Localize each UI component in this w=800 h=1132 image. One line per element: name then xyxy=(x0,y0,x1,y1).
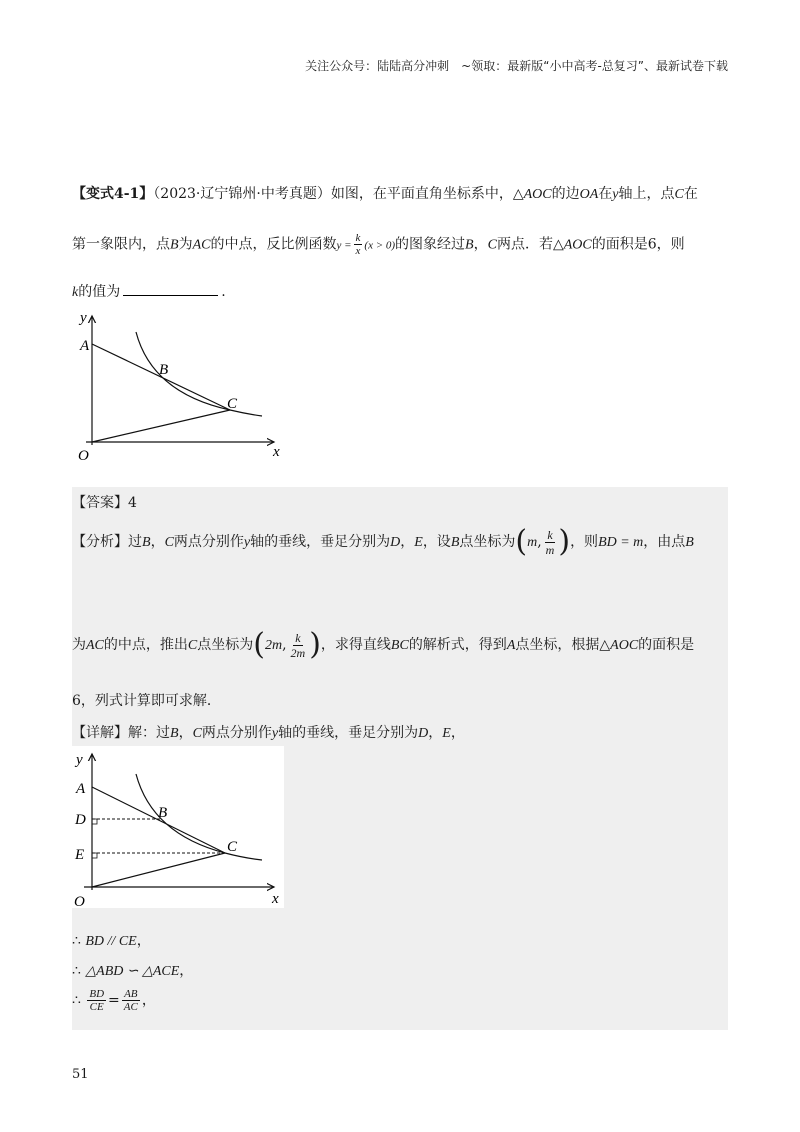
label-x: x xyxy=(272,891,279,907)
step-1: ∴ BD // CE， xyxy=(72,933,151,949)
problem-text: 在 xyxy=(598,186,613,202)
label-e: E xyxy=(75,847,85,863)
math-b: B xyxy=(170,237,179,253)
right-angle-mark-d xyxy=(92,819,97,824)
triangle-symbol: △ xyxy=(552,236,564,253)
answer-value: 4 xyxy=(128,495,137,511)
math-oa: OA xyxy=(579,187,599,202)
triangle-symbol: △ xyxy=(512,186,524,202)
problem-text: 的值为 xyxy=(78,284,121,300)
ratio-bd-ce: $\frac{BD}{CE}$ xyxy=(89,988,105,1013)
label-o: O xyxy=(74,894,85,908)
math-aoc: AOC xyxy=(563,237,592,253)
problem-line-3 xyxy=(72,281,226,301)
label-d: D xyxy=(75,812,86,828)
math-k: k xyxy=(72,285,79,300)
func-condition: (x > 0) xyxy=(364,239,396,252)
label-c: C xyxy=(227,396,238,412)
math-aoc: AOC xyxy=(523,187,552,202)
problem-text: 的图象经过 xyxy=(395,236,466,253)
func-lhs: y = xyxy=(336,239,352,252)
label-b: B xyxy=(158,805,168,821)
analysis-line-2: 为AC的中点，推出C点坐标为(2m, $\frac{k}{2m}$ )，求得直线BC的解析式，得到A点坐标，根据△AOC的面积是 xyxy=(72,627,695,662)
problem-text: . xyxy=(221,284,226,300)
problem-text: 的面积是6，则 xyxy=(591,236,685,253)
label-y: y xyxy=(80,310,87,326)
step-3: ∴ $\frac{BD}{CE}$ = $\frac{AB}{AC}$ ， xyxy=(72,988,156,1013)
math-y: y xyxy=(612,187,619,202)
detail-line: 【详解】解：过B，C两点分别作y轴的垂线，垂足分别为D，E， xyxy=(72,725,465,741)
answer-blank xyxy=(123,282,218,296)
problem-text: 第一象限内，点 xyxy=(72,236,170,253)
segment-oc xyxy=(92,410,230,442)
answer-tag: 【答案】 xyxy=(72,495,128,511)
math-c: C xyxy=(674,187,684,202)
therefore-symbol: ∴ xyxy=(72,963,81,979)
func-fraction: $\frac{k}{x}$ xyxy=(355,232,361,257)
problem-text: 的边 xyxy=(551,186,580,202)
step-2: ∴ △ABD ∽ △ACE， xyxy=(72,963,194,979)
label-y: y xyxy=(76,752,83,768)
coord-fraction: $\frac{k}{m}$ xyxy=(545,527,555,557)
problem-text: 在 xyxy=(683,186,698,202)
problem-text: 为 xyxy=(178,236,193,253)
problem-text: 两点．若 xyxy=(496,236,553,253)
right-angle-mark-e xyxy=(92,853,97,858)
answer-line xyxy=(72,492,137,512)
problem-source: （2023·辽宁锦州·中考真题） xyxy=(153,186,331,202)
problem-text: 的中点，反比例函数 xyxy=(210,236,337,253)
problem-line-2 xyxy=(72,232,685,257)
hyperbola-curve xyxy=(136,774,262,860)
analysis-line-3: 6，列式计算即可求解． xyxy=(72,693,221,709)
problem-tag: 【变式4-1】 xyxy=(72,186,154,202)
figure-1-graph xyxy=(72,308,287,468)
detail-tag: 【详解】 xyxy=(72,725,128,741)
math-c: C xyxy=(487,237,497,253)
problem-text: 如图，在平面直角坐标系中， xyxy=(330,186,513,202)
analysis-tag: 【分析】 xyxy=(72,534,128,550)
problem-line-1 xyxy=(72,183,698,203)
label-c: C xyxy=(227,839,238,855)
problem-text: ， xyxy=(473,236,488,253)
ratio-ab-ac: $\frac{AB}{AC}$ xyxy=(123,988,138,1013)
analysis-line-1: 【分析】过B，C两点分别作y轴的垂线，垂足分别为D，E，设B点坐标为(m, $\frac{k}{m}$ )，则BD = m，由点B xyxy=(72,524,694,559)
label-x: x xyxy=(273,444,280,460)
math-ac: AC xyxy=(192,237,211,253)
figure-2-graph xyxy=(72,746,284,908)
coord-fraction: $\frac{k}{2m}$ xyxy=(290,630,306,660)
problem-text: 轴上，点 xyxy=(618,186,675,202)
label-a: A xyxy=(76,781,86,797)
page-number: 51 xyxy=(72,1067,89,1082)
label-b: B xyxy=(159,362,169,378)
label-o: O xyxy=(78,448,89,464)
therefore-symbol: ∴ xyxy=(72,933,81,949)
math-b: B xyxy=(465,237,474,253)
label-a: A xyxy=(80,338,90,354)
therefore-symbol: ∴ xyxy=(72,992,81,1009)
segment-oc xyxy=(92,853,225,887)
page-header: 关注公众号：陆陆高分冲刺 ~领取：最新版“小中高考-总复习”、最新试卷下载 xyxy=(305,59,728,73)
